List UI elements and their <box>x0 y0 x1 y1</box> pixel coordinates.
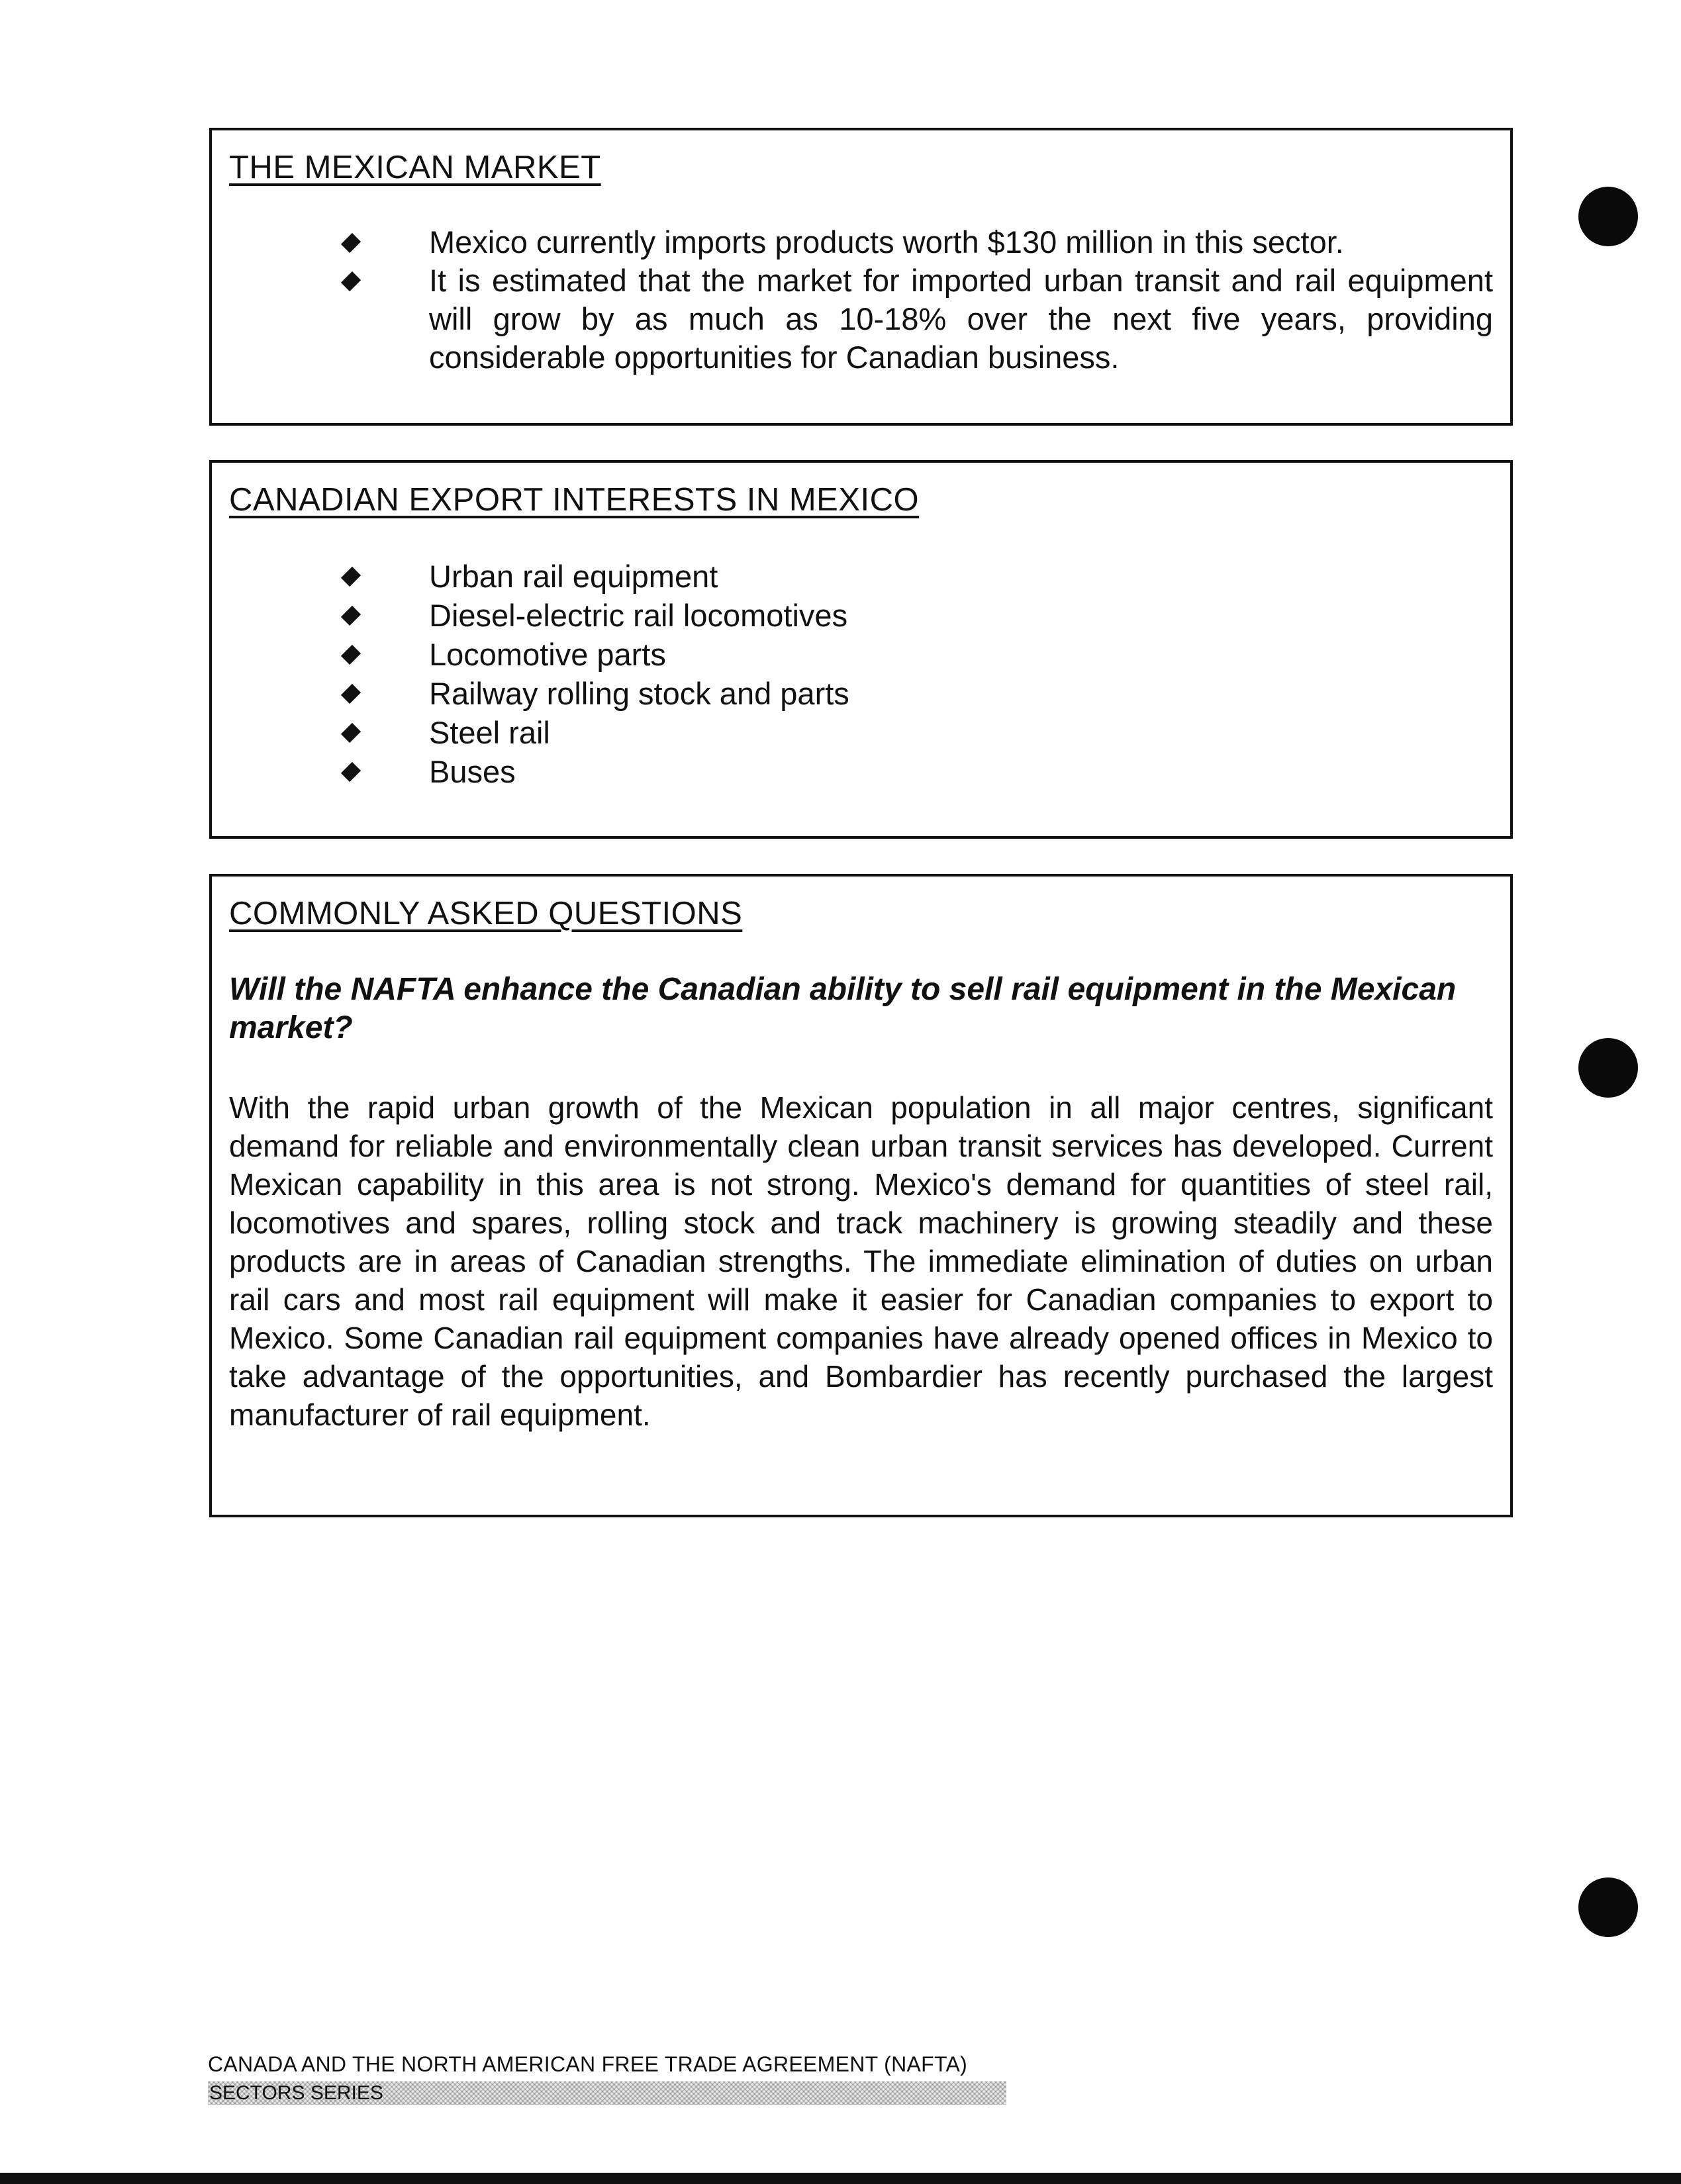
diamond-bullet-icon <box>342 567 360 586</box>
mexican-market-section <box>209 128 1513 426</box>
faq-question: Will the NAFTA enhance the Canadian ability to sell rail equipment in the Mexican market? <box>229 972 1457 1045</box>
list-item <box>212 674 1510 713</box>
page-bottom-edge <box>0 2173 1681 2184</box>
footer-series-label: SECTORS SERIES <box>208 2081 1006 2105</box>
footer-publication-title: CANADA AND THE NORTH AMERICAN FREE TRADE AGREEMENT (NAFTA) <box>208 2052 968 2076</box>
diamond-bullet-icon <box>342 272 360 291</box>
list-item <box>212 261 1510 377</box>
binder-hole <box>1578 187 1638 246</box>
list-item <box>212 557 1510 596</box>
diamond-bullet-icon <box>342 685 360 703</box>
faq-section <box>209 874 1513 1517</box>
diamond-bullet-icon <box>342 645 360 664</box>
list-item-text: Buses <box>429 754 516 789</box>
list-item <box>212 223 1510 261</box>
faq-answer: With the rapid urban growth of the Mexican population in all major centres, significant demand for reliable and environmentally clean urban transit services has developed. Current Mexican capability in this area is not strong. Mexico's demand for quantities of steel rail, locomotives and spares, rolling stock and track machinery is growing steadily and these products are in areas of Canadian strengths. The immediate elimination of duties on urban rail cars and most rail equipment will make it easier for Canadian companies to export to Mexico. Some Canadian rail equipment companies have already opened offices in Mexico to take advantage of the opportunities, and Bombardier has recently purchased the largest manufacturer of rail equipment. <box>229 1090 1493 1432</box>
export-interests-title: CANADIAN EXPORT INTERESTS IN MEXICO <box>229 482 920 518</box>
list-item <box>212 752 1510 791</box>
list-item <box>212 713 1510 752</box>
list-item-text: Urban rail equipment <box>429 559 718 594</box>
mexican-market-list <box>212 223 1510 377</box>
list-item-text: Mexico currently imports products worth $130 million in this sector. <box>429 224 1344 260</box>
faq-title: COMMONLY ASKED QUESTIONS <box>229 896 743 931</box>
binder-hole <box>1578 1877 1638 1937</box>
export-interests-list <box>212 557 1510 791</box>
list-item <box>212 596 1510 635</box>
list-item-text: Locomotive parts <box>429 637 666 672</box>
diamond-bullet-icon <box>342 763 360 781</box>
export-interests-section <box>209 460 1513 839</box>
list-item-text: Diesel-electric rail locomotives <box>429 598 848 633</box>
binder-hole <box>1578 1038 1638 1098</box>
diamond-bullet-icon <box>342 234 360 252</box>
list-item-text: Railway rolling stock and parts <box>429 676 849 711</box>
list-item-text: It is estimated that the market for imported urban transit and rail equipment will grow by as much as 10-18% over the next five years, providing considerable opportunities for Canadian business. <box>429 263 1493 375</box>
list-item-text: Steel rail <box>429 715 550 750</box>
diamond-bullet-icon <box>342 606 360 625</box>
diamond-bullet-icon <box>342 724 360 742</box>
list-item <box>212 635 1510 674</box>
mexican-market-title: THE MEXICAN MARKET <box>229 150 601 185</box>
